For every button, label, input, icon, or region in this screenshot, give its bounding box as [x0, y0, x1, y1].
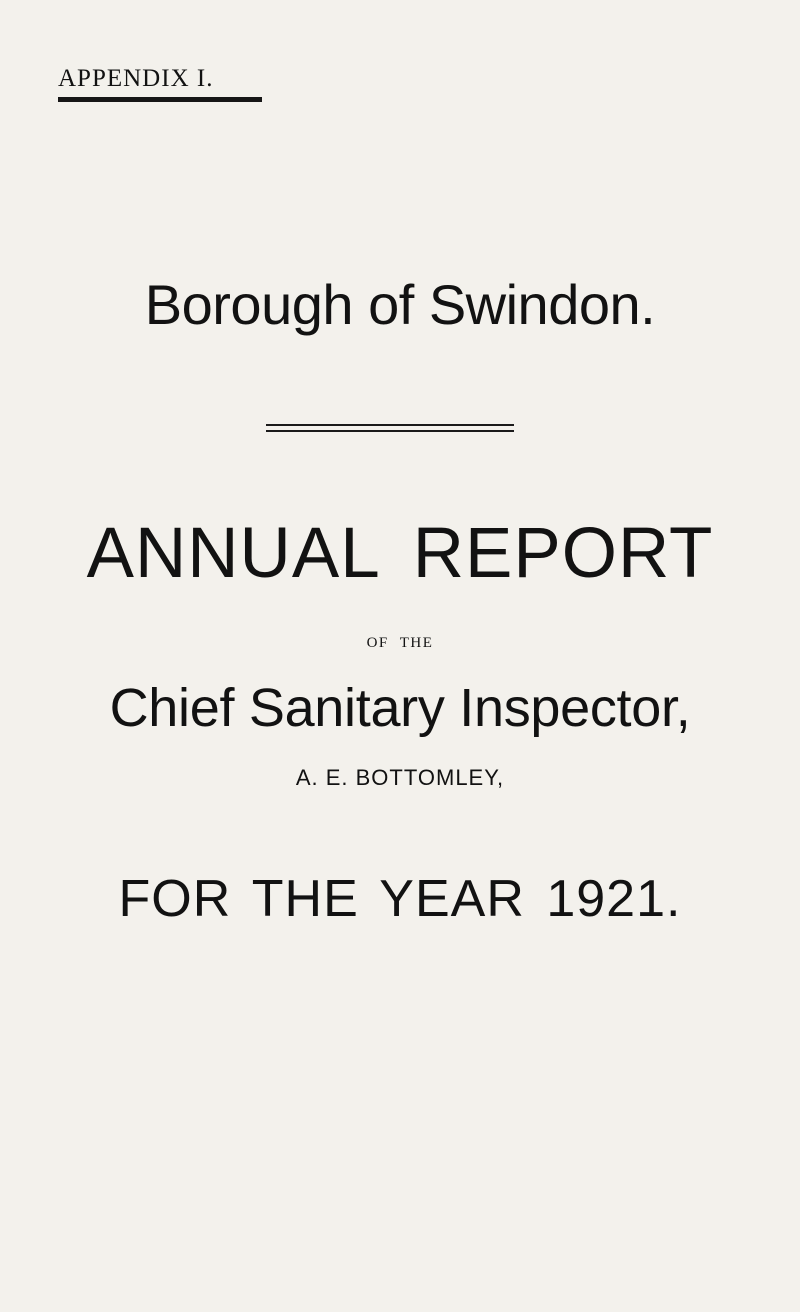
- double-rule-top: [266, 424, 514, 426]
- double-rule-bottom: [266, 430, 514, 432]
- of-the-connector: OF THE: [366, 635, 434, 651]
- report-year: FOR THE YEAR 1921.: [118, 870, 682, 928]
- borough-heading: Borough of Swindon.: [144, 273, 656, 336]
- report-title: ANNUAL REPORT: [86, 514, 714, 593]
- appendix-underline: [58, 97, 262, 102]
- officer-title: Chief Sanitary Inspector,: [109, 678, 691, 738]
- officer-name: A. E. BOTTOMLEY,: [295, 765, 505, 790]
- appendix-heading: APPENDIX I.: [58, 65, 214, 92]
